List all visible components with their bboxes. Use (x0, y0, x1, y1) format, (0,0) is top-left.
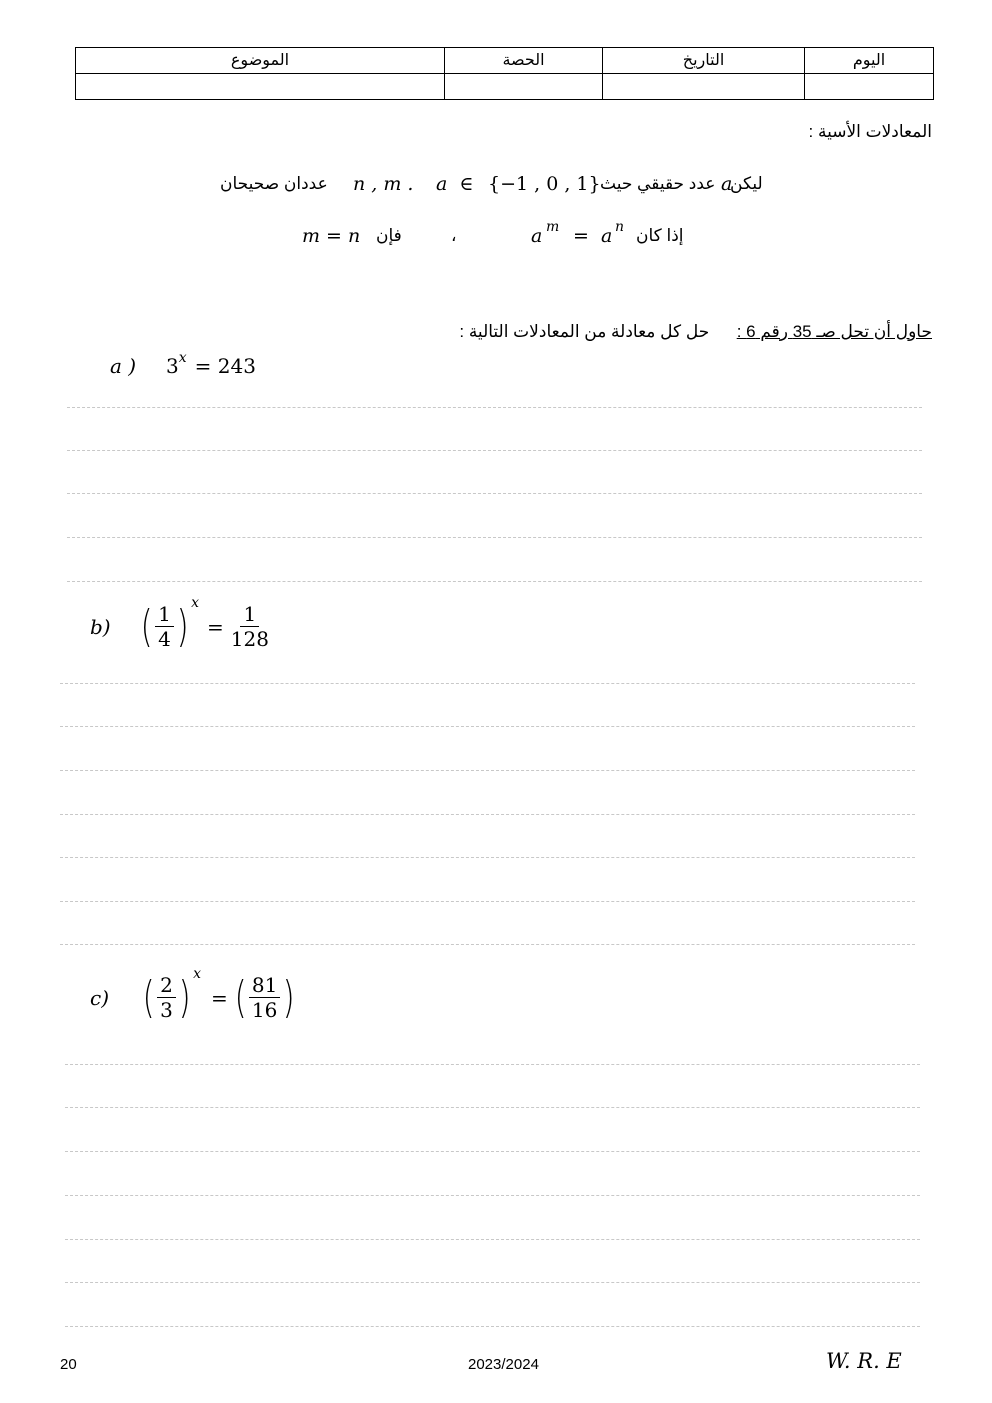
problem-b: b) ( $\frac{1}{4}$ ) x = $\frac{1}{128}$ (90, 603, 272, 650)
answer-line[interactable] (67, 407, 922, 408)
problem-b-fraction: $\frac{1}{4}$ (155, 603, 174, 650)
page-number: 20 (60, 1356, 77, 1373)
header-period-value[interactable] (445, 74, 603, 100)
problem-a: a ) 3 x = 243 (110, 350, 256, 378)
answer-line[interactable] (65, 1326, 920, 1327)
answer-line[interactable] (65, 1107, 920, 1108)
answer-line[interactable] (60, 683, 915, 684)
header-subject: الموضوع (76, 48, 445, 74)
answer-line[interactable] (65, 1239, 920, 1240)
header-day-value[interactable] (805, 74, 934, 100)
answer-line[interactable] (67, 493, 922, 494)
problem-c-label: c) (90, 985, 110, 1010)
problem-a-label: a ) (110, 354, 137, 378)
answer-line[interactable] (60, 814, 915, 815)
definition-line-1: ليكن a عدد حقيقي حيث {−1 , 0 , 1} a ∈ n , m . عددان صحيحان (220, 173, 763, 195)
exercise-intro (459, 322, 932, 342)
exercise-reference: حاول أن تحل صـ 35 رقم 6 : (736, 322, 932, 341)
answer-line[interactable] (60, 857, 915, 858)
header-date: التاريخ (603, 48, 805, 74)
answer-line[interactable] (60, 770, 915, 771)
school-year: 2023/2024 (468, 1356, 539, 1373)
answer-line[interactable] (60, 726, 915, 727)
author-signature: W. R. E (826, 1349, 902, 1373)
answer-line[interactable] (65, 1151, 920, 1152)
exercise-instruction: حل كل معادلة من المعادلات التالية : (459, 322, 710, 341)
header-date-value[interactable] (603, 74, 805, 100)
answer-line[interactable] (65, 1282, 920, 1283)
problem-c: c) ( $\frac{2}{3}$ ) x = ( $\frac{81}{16}$ ) (90, 966, 295, 1023)
header-table (75, 47, 934, 100)
answer-line[interactable] (67, 581, 922, 582)
section-title: المعادلات الأسية : (808, 122, 932, 141)
answer-line[interactable] (67, 537, 922, 538)
answer-line[interactable] (65, 1195, 920, 1196)
header-period: الحصة (445, 48, 603, 74)
answer-line[interactable] (60, 901, 915, 902)
answer-line[interactable] (60, 944, 915, 945)
problem-c-fraction: $\frac{2}{3}$ (157, 974, 176, 1021)
problem-c-rhs: $\frac{81}{16}$ (249, 974, 280, 1021)
problem-b-rhs: $\frac{1}{128}$ (230, 602, 269, 651)
answer-line[interactable] (65, 1064, 920, 1065)
definition-line-2: إذا كان a m = a n ، فإن m = n (302, 219, 684, 247)
header-subject-value[interactable] (76, 74, 445, 100)
header-day: اليوم (805, 48, 934, 74)
answer-line[interactable] (67, 450, 922, 451)
problem-b-label: b) (90, 614, 111, 639)
